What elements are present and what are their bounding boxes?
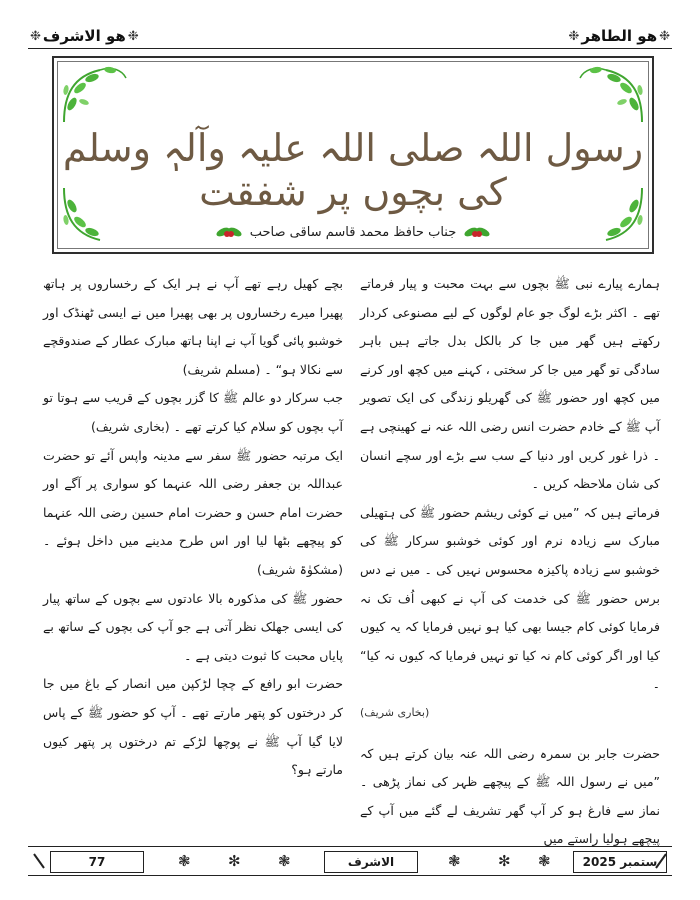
ornament-icon: ❉ — [568, 28, 580, 44]
footer-rule — [28, 846, 672, 847]
snowflake-icon: ❃ — [278, 852, 291, 870]
ornament-icon: ❉ — [659, 28, 670, 44]
title-banner — [52, 56, 654, 254]
ornament-icon: ❉ — [30, 28, 41, 44]
issue-date: ستمبر 2025 — [573, 851, 667, 873]
running-title-left: ھو الاشرف — [42, 27, 126, 45]
author-name: جناب حافظ محمد قاسم ساقی صاحب — [249, 224, 457, 240]
footer-slash-icon — [32, 853, 46, 869]
magazine-name: الاشرف — [324, 851, 418, 873]
holly-icon — [464, 222, 490, 242]
snowflake-icon: ❃ — [538, 852, 551, 870]
paragraph: بچے کھیل رہے تھے آپ نے ہر ایک کے رخساروں پر ہاتھ پھیرا میرے رخساروں پر بھی پھیرا میں نے ایسی ٹھنڈک اور خوشبو پائی گویا آپ نے اپنا ہاتھ مبارک عطار کے صندوقچے سے نکالا ہو“ ۔ (مسلم شریف) — [43, 276, 343, 377]
header-divider — [28, 48, 672, 49]
running-header-right — [566, 24, 672, 48]
paragraph: فرماتے ہیں کہ ”میں نے کوئی ریشم حضور ﷺ کی ہتھیلی مبارک سے زیادہ نرم اور کوئی خوشبو سرکار ﷺ کی خوشبو سے زیادہ پاکیزہ محسوس نہیں کی ۔ میں نے دس برس حضور ﷺ کی خدمت کی آپ نے کبھی اُف تک نہ فرمایا کوئی کام جیسا بھی کیا ہو نہیں فرمایا کہ یہ کیوں کیا اور اگر کوئی کام نہ کیا تو نہیں فرمایا کہ کیوں نہ کیا“ ۔ — [360, 504, 660, 692]
citation: (بخاری شریف) — [360, 705, 430, 719]
article-title: رسول اللہ صلی اللہ علیہ وآلہٖ وسلم کی بچوں پر شفقت — [62, 126, 644, 214]
floral-corner-icon — [60, 64, 130, 126]
paragraph: حضرت ابو رافع کے چچا لڑکپن میں انصار کے باغ میں جا کر درختوں کو پتھر مارتے تھے ۔ آپ کو حضور ﷺ کے پاس لایا گیا آپ ﷺ نے پوچھا لڑکے تم درختوں پر پتھر کیوں مارتے ہو؟ — [43, 676, 343, 778]
footer-slash-icon — [654, 853, 668, 869]
running-title-right: ھو الطاھر — [581, 27, 658, 45]
paragraph: ایک مرتبہ حضور ﷺ سفر سے مدینہ واپس آئے تو حضرت عبداللہ بن جعفر رضی اللہ عنہما کو سواری پر آگے اور حضرت امام حسن و حضرت امام حسین رضی اللہ عنہما کو پیچھے بٹھا لیا اور اس طرح مدینے میں داخل ہوئے ۔ (مشکوٰۃ شریف) — [43, 447, 343, 577]
holly-icon — [216, 222, 242, 242]
snowflake-icon: ✻ — [228, 852, 241, 870]
paragraph: جب سرکار دو عالم ﷺ کا گزر بچوں کے قریب سے ہوتا تو آپ بچوں کو سلام کیا کرتے تھے ۔ (بخاری شریف) — [43, 390, 343, 434]
paragraph: ہمارے پیارے نبی ﷺ بچوں سے بہت محبت و پیار فرماتے تھے ۔ اکثر بڑے لوگ جو عام لوگوں کے لیے مصنوعی کردار رکھتے ہیں گھر میں جا کر بالکل بدل جاتے ہیں باہر سادگی تو گھر میں جا کر سختی ، کہنے میں کچھ اور کرنے میں کچھ اور حضور ﷺ کی گھریلو زندگی کی ایک تصویر آپ ﷺ کے خادم حضرت انس رضی اللہ عنہ نے کھینچی ہے ۔ ذرا غور کریں اور دنیا کے سب سے بڑے اور سچے انسان کی شان ملاحظہ کریں ۔ — [360, 276, 660, 492]
paragraph: حضرت جابر بن سمرہ رضی اللہ عنہ بیان کرتے ہیں کہ ”میں نے رسول اللہ ﷺ کے پیچھے ظہر کی نماز پڑھی ۔ نماز سے فارغ ہو کر آپ گھر تشریف لے گئے میں آپ کے پیچھے ہولیا راستے میں — [360, 745, 660, 847]
snowflake-icon: ❃ — [178, 852, 191, 870]
page-footer — [28, 846, 672, 876]
paragraph: حضور ﷺ کی مذکورہ بالا عادتوں سے بچوں کے ساتھ پیار کی ایسی جھلک نظر آتی ہے جو آپ کی بچوں کے ساتھ بے پایاں محبت کا ثبوت دیتی ہے ۔ — [43, 590, 343, 663]
running-header-left — [28, 24, 141, 48]
ornament-icon: ❉ — [127, 28, 139, 44]
snowflake-icon: ❃ — [448, 852, 461, 870]
floral-corner-icon — [576, 64, 646, 126]
page-number: 77 — [50, 851, 144, 873]
footer-rule — [28, 875, 672, 876]
byline — [54, 222, 652, 242]
snowflake-icon: ✻ — [498, 852, 511, 870]
article-column-right — [360, 270, 660, 847]
article-column-left — [43, 270, 343, 830]
